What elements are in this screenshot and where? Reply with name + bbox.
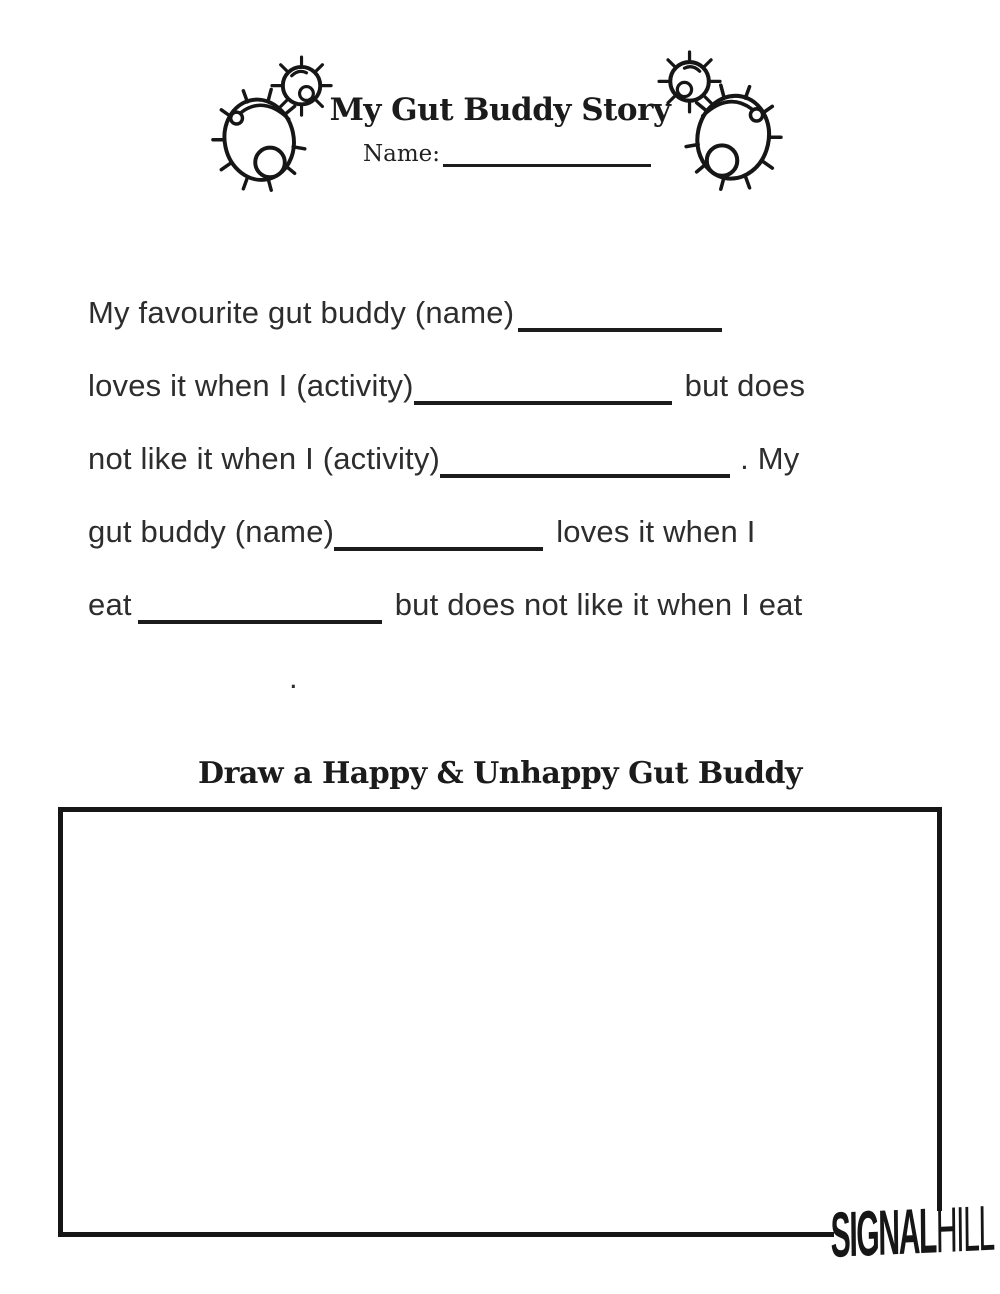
logo-hill: HILL <box>935 1191 995 1267</box>
story-segment: loves it when I (activity) <box>88 368 414 403</box>
food-blank-1 <box>138 584 382 624</box>
story-segment: . My <box>740 441 800 476</box>
story-line-4 <box>88 511 888 553</box>
name-label: Name: <box>363 141 441 167</box>
activity-blank-2 <box>440 438 730 478</box>
drawing-box-border-top <box>58 807 942 812</box>
draw-section-heading: Draw a Happy & Unhappy Gut Buddy <box>198 756 802 791</box>
name-blank-line <box>443 140 651 167</box>
story-segment: My favourite gut buddy (name) <box>88 295 515 330</box>
story-line-2 <box>88 365 888 407</box>
story-final-period: . <box>289 660 298 695</box>
story-line-3 <box>88 438 888 480</box>
story-text <box>88 292 888 730</box>
story-segment: eat <box>88 587 132 622</box>
worksheet-title: My Gut Buddy Story <box>329 92 671 128</box>
gut-buddy-name-blank-2 <box>334 511 543 551</box>
story-segment: loves it when I <box>556 514 756 549</box>
logo-signal: SIGNAL <box>830 1194 937 1271</box>
story-line-1 <box>88 292 888 334</box>
story-segment: not like it when I (activity) <box>88 441 441 476</box>
story-line-5 <box>88 584 888 626</box>
name-row <box>363 140 651 167</box>
story-segment: but does not like it when I eat <box>394 587 803 622</box>
drawing-box-border-right <box>937 807 942 1211</box>
story-segment: gut buddy (name) <box>88 514 335 549</box>
signal-hill-logo <box>830 1191 1000 1271</box>
drawing-box-border-bottom <box>58 1232 834 1237</box>
drawing-box-border-left <box>58 807 63 1237</box>
story-line-6 <box>88 657 888 699</box>
gut-buddy-name-blank-1 <box>518 292 722 332</box>
signal-hill-logo-text <box>830 1191 995 1271</box>
story-segment: but does <box>684 368 806 403</box>
activity-blank-1 <box>414 365 672 405</box>
